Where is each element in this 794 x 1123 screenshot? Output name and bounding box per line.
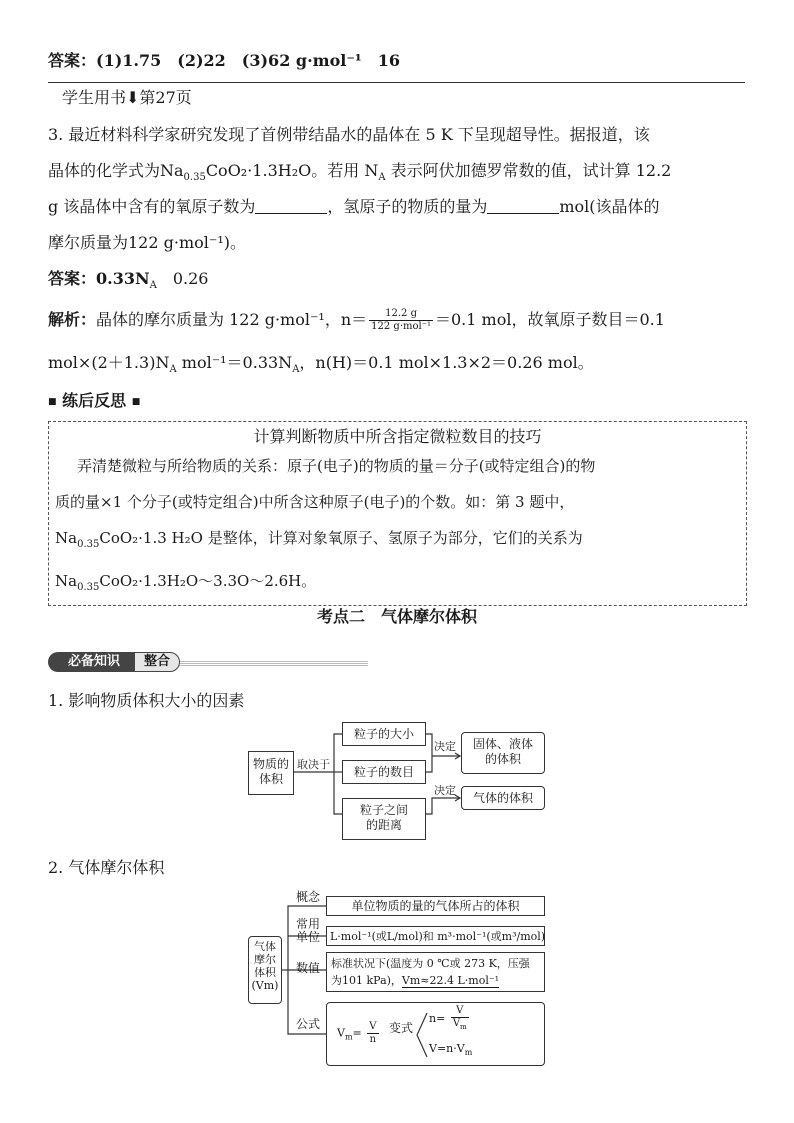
badge-right: 整合 <box>134 652 180 672</box>
box-gas-molar-volume: 气体摩尔体积(Vm) <box>248 936 282 1004</box>
box-concept: 单位物质的量的气体所占的体积 <box>326 896 545 916</box>
q3-line4: 摩尔质量为122 g·mol⁻¹)。 <box>48 233 246 252</box>
label-decide-2: 决定 <box>434 784 456 797</box>
label-transform: 变式 <box>389 1021 414 1035</box>
knowledge-badge <box>48 652 370 672</box>
page-ref: 第27页 <box>139 88 192 107</box>
tip-line2: 质的量×1 个分子(或特定组合)中所含这种原子(电子)的个数。如：第 3 题中， <box>55 493 575 511</box>
label-unit: 常用 单位 <box>296 917 321 944</box>
badge-left: 必备知识 <box>48 652 140 672</box>
badge-stripes <box>178 660 368 666</box>
answer-line-top: 答案：(1)1.75 (2)22 (3)62 g·mol⁻¹ 16 <box>48 51 401 70</box>
box-particle-count: 粒子的数目 <box>342 760 426 784</box>
heading-factors: 1. 影响物质体积大小的因素 <box>48 691 245 710</box>
analysis-line2: $mol\times(2+1.3)N_A$ $mol^{-1}=0.33N_A$，n(H)＝0.1 mol×1.3×2＝0.26 mol。 <box>48 353 594 376</box>
heading-molar-volume: 2. 气体摩尔体积 <box>48 858 165 877</box>
tip-line3: $Na_{0.35}CoO_2\cdot 1.3$ H₂O 是整体，计算对象氧原子、氢原子为部分，它们的关系为 <box>55 529 583 550</box>
formula-n: n= $\frac{V}{V_m}$ <box>429 1005 467 1031</box>
label-decide-1: 决定 <box>434 740 456 753</box>
analysis-line1: 解析：晶体的摩尔质量为 122 g·mol⁻¹，n＝ $\frac{12.2 g}{\text{122 g·mol⁻¹}}$ ＝0.1 mol，故氧原子数目＝0.1 <box>48 308 665 332</box>
box-formula <box>326 1002 545 1066</box>
tip-title: 计算判断物质中所含指定微粒数目的技巧 <box>253 427 542 446</box>
blank-oxygen <box>255 197 327 214</box>
arrow-down-icon: ⬇ <box>126 88 140 107</box>
formula-v: $V=n\cdot V_m$ <box>429 1042 473 1058</box>
tip-line1: 弄清楚微粒与所给物质的关系：原子(电子)的物质的量＝分子(或特定组合)的物 <box>77 457 596 475</box>
branch-bracket <box>415 1011 429 1059</box>
box-unit: L·mol⁻¹(或L/mol)和 m³·mol⁻¹(或m³/mol) <box>326 926 545 946</box>
tip-line4: $Na_{0.35}CoO_2\cdot 1.3H_2O\sim 3.3O\sim 2.6H$。 <box>55 572 317 593</box>
answer-q3: 答案：$0.33N_A$ 0.26 <box>48 269 209 292</box>
q3-line1: 3. 最近材料科学家研究发现了首例带结晶水的晶体在 5 K 下呈现超导性。据报道，该 <box>48 125 650 144</box>
q3-line3: g 该晶体中含有的氧原子数为 ，氢原子的物质的量为 mol(该晶体的 <box>48 197 660 216</box>
fraction: $\frac{12.2 g}{\text{122 g·mol⁻¹}}$ <box>371 308 431 332</box>
label-depends: 取决于 <box>297 758 330 771</box>
label-concept: 概念 <box>296 890 321 904</box>
box-gas-volume: 气体的体积 <box>461 786 545 810</box>
blank-hydrogen <box>487 197 559 214</box>
section-title: 考点二 气体摩尔体积 <box>316 607 477 626</box>
box-particle-size: 粒子的大小 <box>342 722 426 746</box>
tip-box <box>48 421 747 606</box>
q3-line2: 晶体的化学式为$Na_{0.35}CoO_2\cdot 1.3H_2O$。若用 $N_A$ 表示阿伏加德罗常数的值，试计算 12.2 <box>48 161 672 184</box>
student-book-label: 学生用书 <box>62 88 127 107</box>
box-solid-liquid: 固体、液体的体积 <box>461 732 545 774</box>
student-book-ref <box>62 87 192 109</box>
reflect-heading: ■ 练后反思 ■ <box>48 391 141 410</box>
box-value: 标准状况下(温度为 0 ℃或 273 K，压强 为101 kPa)，Vm≈22.4 L·mol⁻¹ <box>326 952 545 992</box>
box-matter-volume: 物质的体积 <box>248 751 294 795</box>
divider <box>48 82 745 83</box>
box-particle-distance: 粒子之间的距离 <box>342 798 426 840</box>
label-value: 数值 <box>296 961 321 975</box>
label-formula: 公式 <box>296 1017 321 1031</box>
formula-main: $V_m=$ $\frac{V}{n}$ <box>337 1021 377 1045</box>
